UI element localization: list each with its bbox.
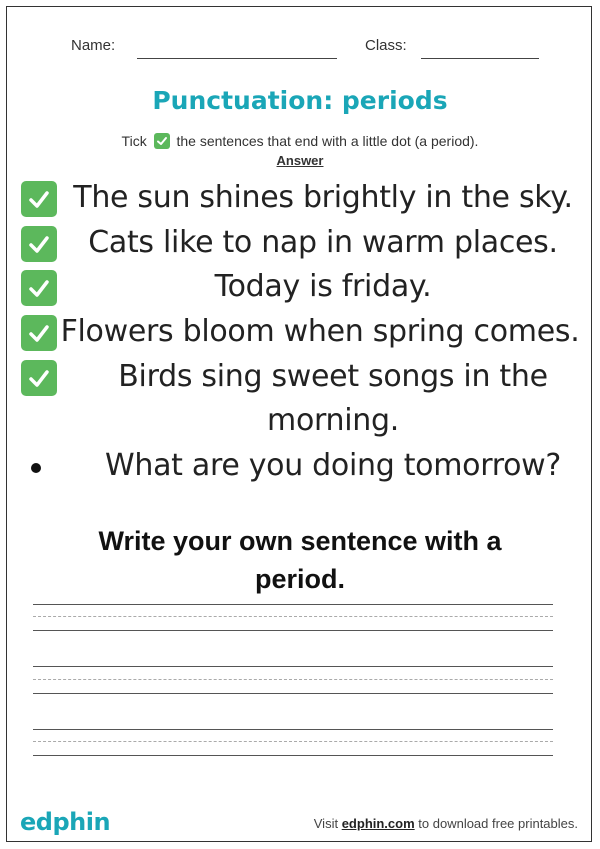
- sentence-5-line-1: Birds sing sweet songs in the: [118, 359, 548, 394]
- sentence-6: What are you doing tomorrow?: [105, 448, 561, 483]
- name-label: Name:: [71, 37, 116, 54]
- writing-guide-line: [33, 741, 553, 742]
- checkbox-checked-icon[interactable]: [21, 181, 57, 217]
- writing-guide-line: [33, 616, 553, 617]
- writing-line[interactable]: [33, 630, 553, 631]
- sentence-5-line-2: morning.: [267, 403, 399, 438]
- footer-text: [314, 816, 578, 831]
- sentence-4: Flowers bloom when spring comes.: [60, 314, 580, 349]
- write-prompt-line-1: Write your own sentence with a: [98, 526, 502, 556]
- writing-line[interactable]: [33, 729, 553, 730]
- write-prompt-line-2: period.: [254, 564, 345, 594]
- check-icon: [154, 133, 170, 149]
- footer-visit: Visit: [313, 816, 339, 831]
- write-prompt: [0, 522, 600, 598]
- writing-line[interactable]: [33, 693, 553, 694]
- footer-site-link[interactable]: edphin.com: [341, 816, 415, 831]
- writing-line[interactable]: [33, 666, 553, 667]
- footer-rest: to download free printables.: [418, 816, 578, 831]
- sentence-2: Cats like to nap in warm places.: [88, 225, 558, 260]
- checkbox-checked-icon[interactable]: [21, 270, 57, 306]
- writing-guide-line: [33, 679, 553, 680]
- name-line[interactable]: [137, 58, 337, 59]
- sentence-1: The sun shines brightly in the sky.: [73, 180, 573, 215]
- answer-label: Answer: [276, 153, 324, 168]
- edphin-logo[interactable]: edphin: [20, 808, 111, 836]
- checkbox-checked-icon[interactable]: [21, 360, 57, 396]
- class-line[interactable]: [421, 58, 539, 59]
- class-label: Class:: [365, 37, 407, 54]
- writing-line[interactable]: [33, 755, 553, 756]
- sentence-3: Today is friday.: [214, 269, 432, 304]
- page-title: Punctuation: periods: [152, 86, 448, 115]
- instructions: [0, 133, 600, 149]
- checkbox-checked-icon[interactable]: [21, 226, 57, 262]
- instructions-before: Tick: [121, 133, 147, 149]
- writing-line[interactable]: [33, 604, 553, 605]
- instructions-after: the sentences that end with a little dot (a period).: [176, 133, 479, 149]
- bullet-icon: [31, 463, 41, 473]
- checkbox-checked-icon[interactable]: [21, 315, 57, 351]
